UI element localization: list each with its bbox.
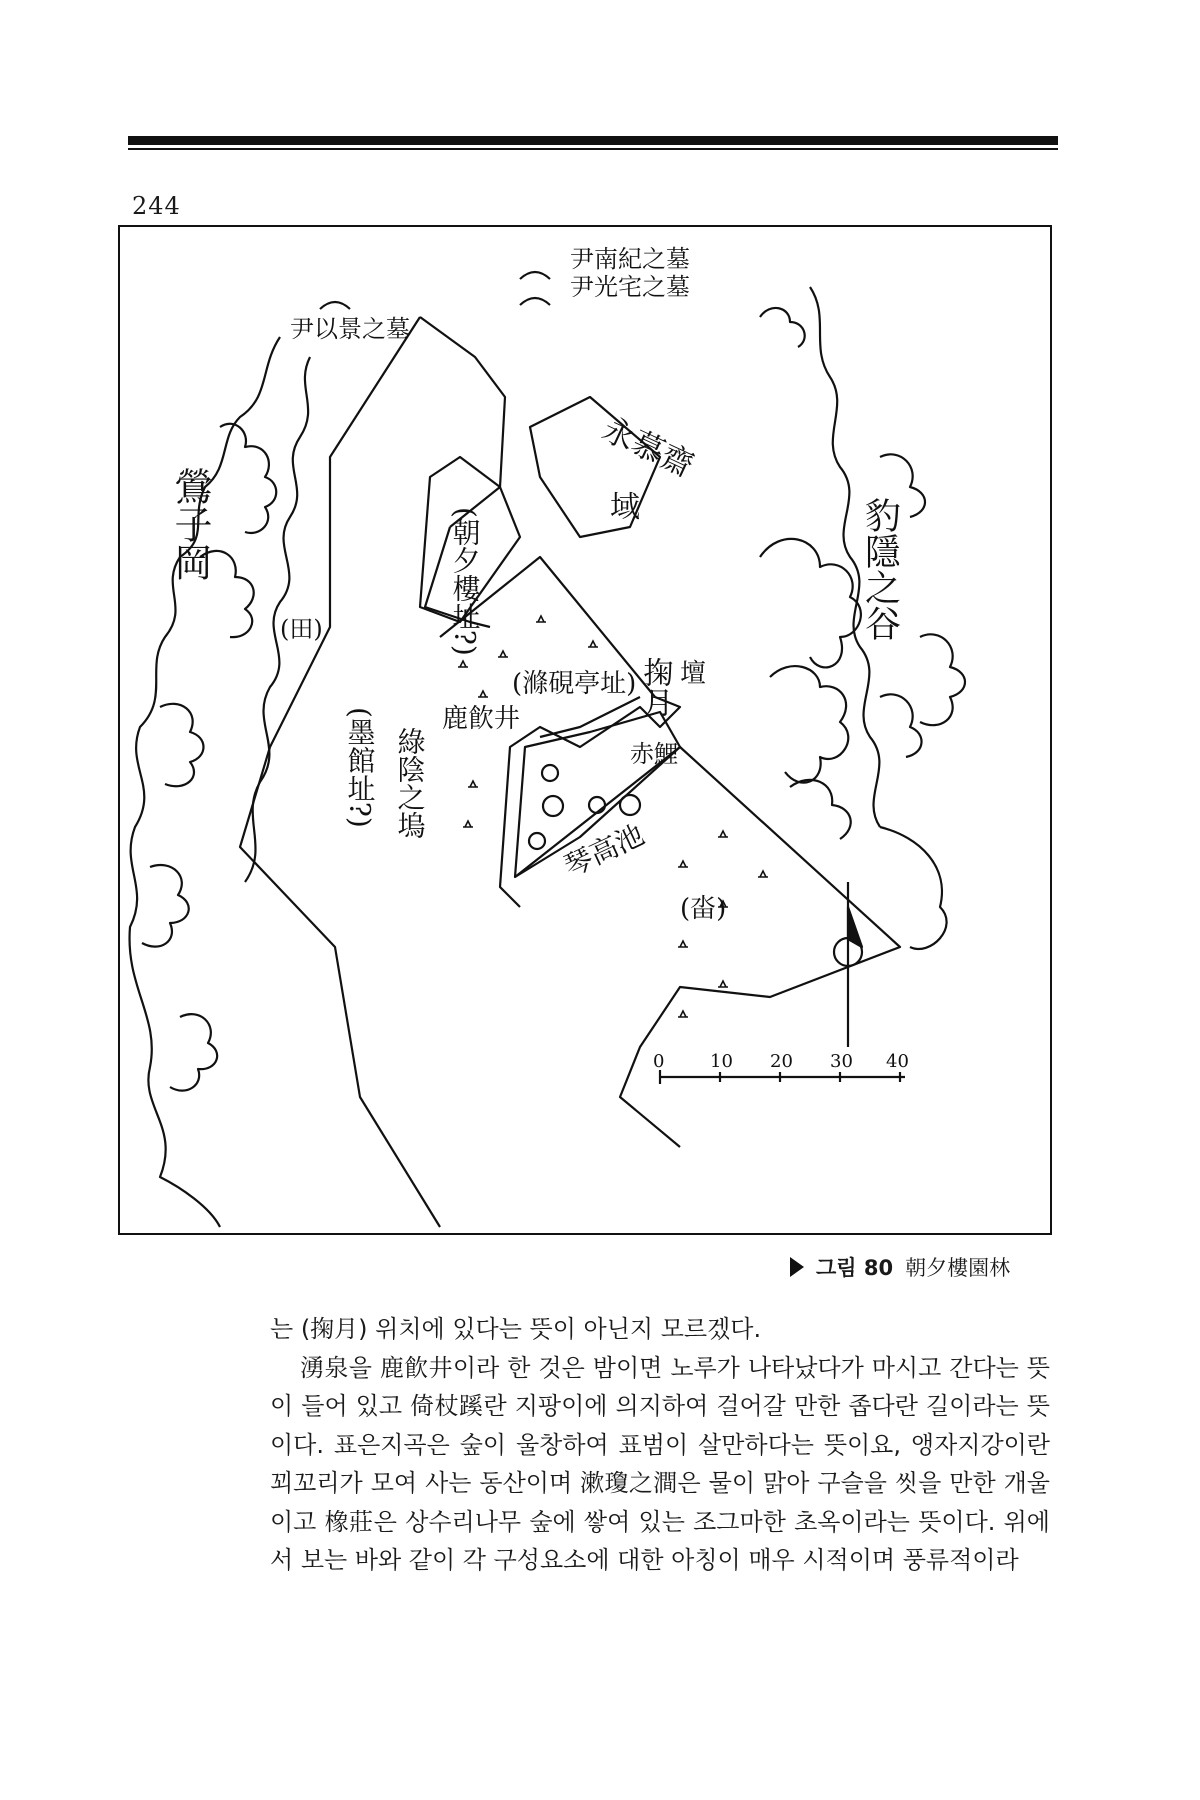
label-tomb-yoon-gwangtaek: 尹光宅之墓	[570, 273, 690, 301]
label-tomb-yoon-namgi: 尹南紀之墓	[570, 245, 690, 273]
label-nokeumjeong: 鹿飮井	[442, 704, 521, 734]
scale-tick-30: 30	[830, 1051, 853, 1072]
figure-caption	[790, 1252, 1010, 1282]
scale-bar	[653, 1051, 909, 1072]
label-noegeum: 綠陰之塢	[393, 727, 427, 839]
body-paragraph-1: 는 (掬月) 위치에 있다는 뜻이 아닌지 모르겠다.	[270, 1315, 762, 1343]
scale-tick-10: 10	[710, 1051, 733, 1072]
label-yeok: 域	[610, 490, 640, 525]
scale-tick-40: 40	[886, 1051, 909, 1072]
label-yeongmo-jae: 永慕齋	[596, 409, 700, 485]
label-tomb-yoon-igyeong: 尹以景之墓	[290, 315, 410, 343]
scale-tick-0: 0	[653, 1051, 665, 1072]
label-dap: (畓)	[680, 894, 727, 924]
site-plan-map	[120, 227, 1050, 1233]
label-sangwol: 掬月	[637, 657, 673, 717]
label-geum-pond: 琴高池	[559, 817, 650, 884]
label-muk-gwan: (墨館址?)	[343, 707, 377, 828]
label-joseok-ru: (朝夕樓址?)	[448, 507, 482, 656]
scale-tick-20: 20	[770, 1051, 793, 1072]
label-pyoeun: 豹隱之谷	[859, 497, 901, 641]
page-number: 244	[132, 192, 181, 220]
body-text	[270, 1310, 1050, 1580]
caption-title: 朝夕樓園林	[905, 1256, 1011, 1280]
label-eng-ja-gang: 鶯子岡	[168, 467, 212, 581]
site-plan-figure	[118, 225, 1052, 1235]
yeongmo-jae-block	[530, 397, 660, 537]
label-dan: 壇	[680, 659, 707, 689]
header-rule-thin	[128, 148, 1058, 150]
label-seyeonjeong: (滌硯亭址)	[512, 669, 637, 699]
body-paragraph-2: 湧泉을 鹿飮井이라 한 것은 밤이면 노루가 나타났다가 마시고 간다는 뜻이 들어 있고 倚杖蹊란 지팡이에 의지하여 걸어갈 만한 좁다란 길이라는 뜻이다. 표은지곡은 숲이 울창하여 표범이 살만하다는 뜻이요, 앵자지강이란 꾀꼬리가 모여 사는 동산이며 漱瓊之澗은 물이 맑아 구슬을 씻을 만한 개울이고 橡莊은 상수리나무 숲에 쌓여 있는 조그마한 초옥이라는 뜻이다. 위에서 보는 바와 같이 각 구성요소에 대한 아칭이 매우 시적이며 풍류적이라	[270, 1353, 1050, 1574]
caption-prefix: 그림 80	[816, 1256, 894, 1280]
label-samhwa: 赤鯉	[630, 740, 678, 768]
header-rule-thick	[128, 136, 1058, 145]
label-jeon: (田)	[280, 615, 323, 643]
caption-triangle-icon	[790, 1257, 804, 1277]
